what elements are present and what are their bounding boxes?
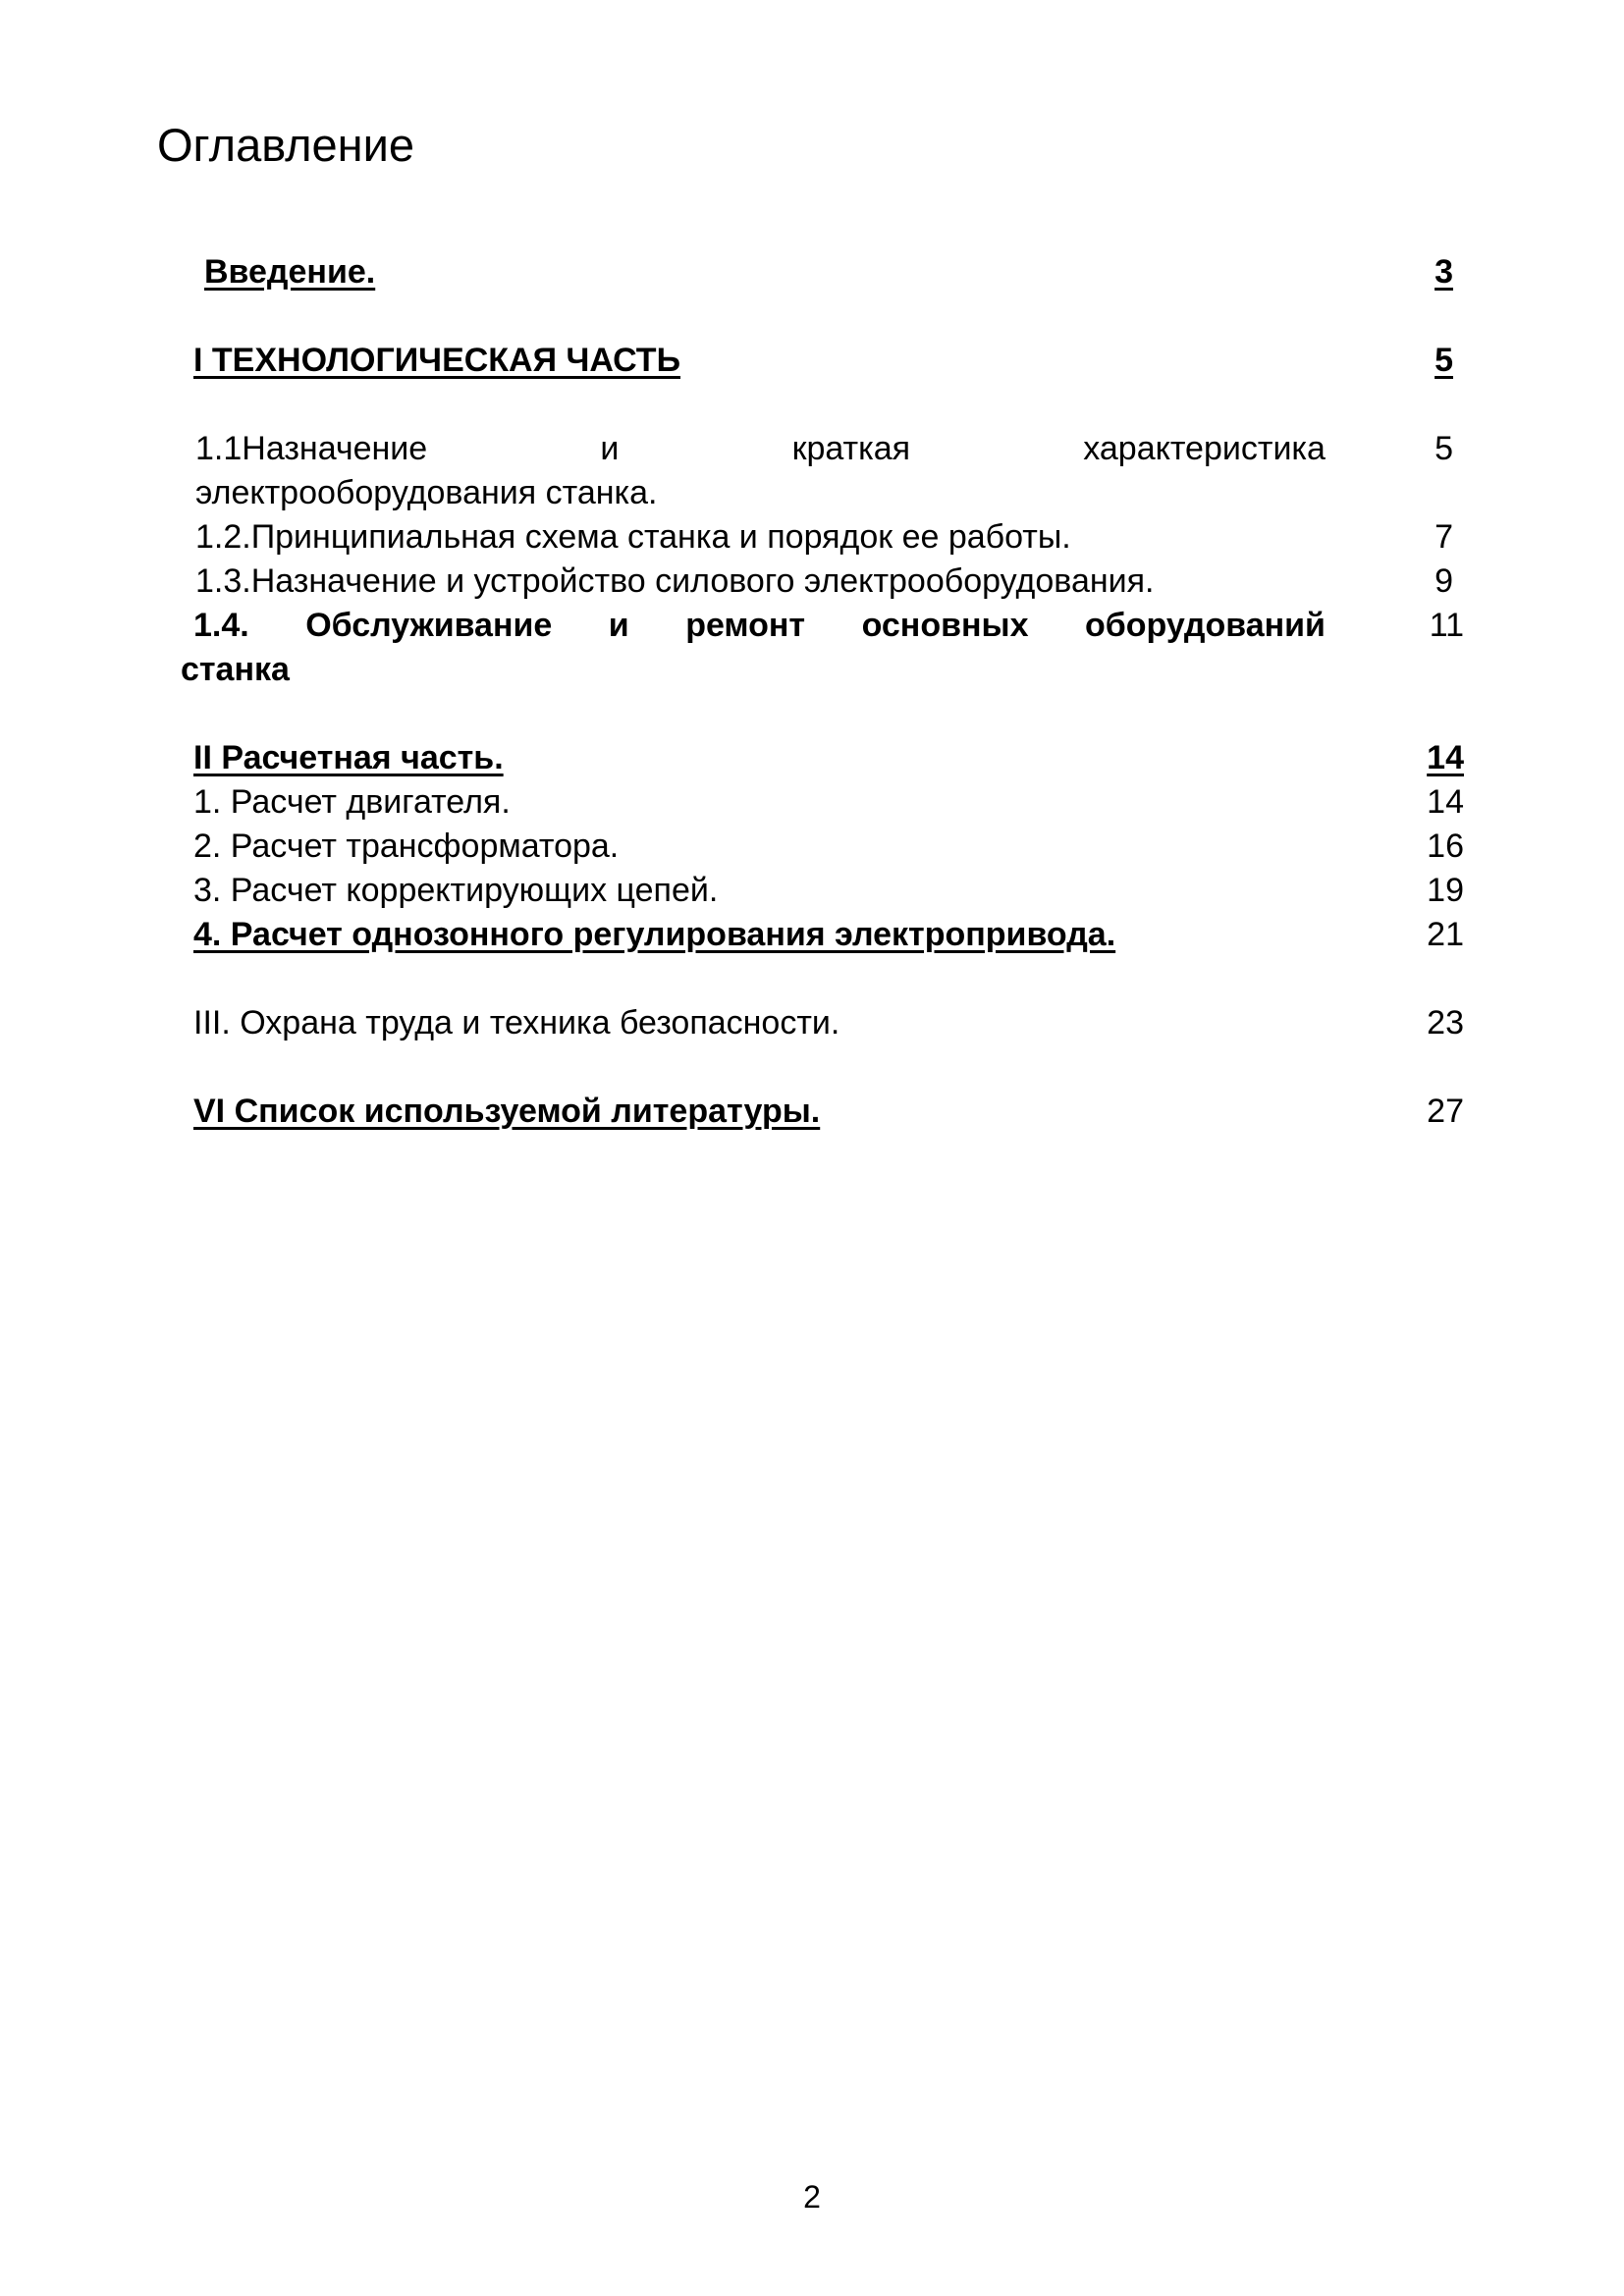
toc-label: I ТЕХНОЛОГИЧЕСКАЯ ЧАСТЬ: [193, 342, 681, 379]
toc-page-number: 19: [1427, 872, 1464, 909]
toc-label: 3. Расчет корректирующих цепей.: [193, 872, 719, 909]
toc-page-number: 14: [1427, 739, 1464, 776]
toc-label-line-1: [195, 427, 1326, 471]
toc-word: и: [608, 607, 629, 644]
toc-page-number: 23: [1427, 1004, 1464, 1041]
toc-page-number: 14: [1427, 783, 1464, 821]
toc-page-number: 9: [1435, 562, 1453, 600]
toc-page-number: 3: [1435, 253, 1453, 291]
toc-label: 2. Расчет трансформатора.: [193, 828, 620, 865]
toc-word: 1.1Назначение: [195, 430, 428, 467]
toc-label-line-1: [193, 604, 1326, 648]
toc-word: оборудований: [1084, 607, 1326, 644]
toc-label: II Расчетная часть.: [193, 739, 504, 776]
toc-label: 1.2.Принципиальная схема станка и порядок ее работы.: [195, 518, 1071, 556]
toc-page-number: 27: [1427, 1093, 1464, 1130]
page-number: 2: [803, 2179, 821, 2215]
toc-word: и: [600, 430, 620, 467]
toc-word: ремонт: [685, 607, 806, 644]
toc-page-number: 21: [1427, 916, 1464, 953]
toc-label: 1. Расчет двигателя.: [193, 783, 511, 821]
toc-entry-1-4[interactable]: [0, 604, 1624, 692]
toc-page-number: 7: [1435, 518, 1453, 556]
toc-word: основных: [861, 607, 1029, 644]
toc-page-number: 5: [1435, 342, 1453, 379]
toc-word: краткая: [791, 430, 911, 467]
toc-word: характеристика: [1083, 430, 1326, 467]
toc-label-line-2: электрооборудования станка.: [195, 474, 658, 511]
toc-page-number: 16: [1427, 828, 1464, 865]
toc-word: 1.4.: [193, 607, 249, 644]
toc-label: 4. Расчет однозонного регулирования электропривода.: [193, 916, 1116, 953]
toc-page-number: 11: [1429, 607, 1464, 644]
toc-label-line-2: станка: [181, 651, 290, 688]
toc-word: Обслуживание: [305, 607, 553, 644]
toc-label: III. Охрана труда и техника безопасности.: [193, 1004, 840, 1041]
toc-label: Введение.: [204, 253, 376, 291]
toc-page-number: 5: [1435, 430, 1453, 467]
page-title: Оглавление: [157, 119, 415, 171]
toc-entry-1-1[interactable]: [0, 427, 1624, 515]
toc-label: VI Список используемой литературы.: [193, 1093, 821, 1130]
toc-label: 1.3.Назначение и устройство силового электрооборудования.: [195, 562, 1155, 600]
